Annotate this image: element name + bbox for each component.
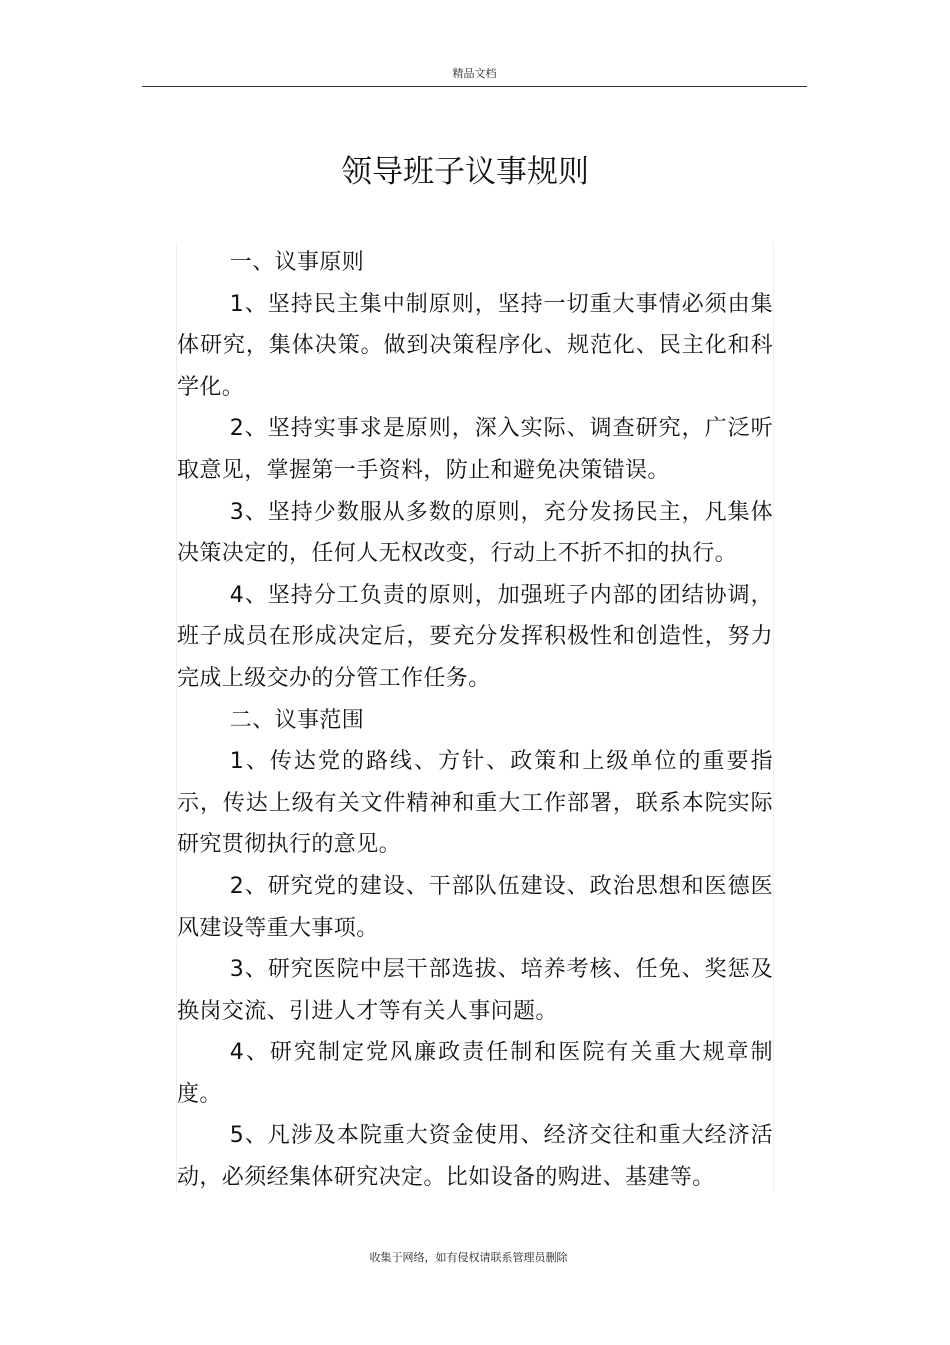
footer-text: 收集于网络，如有侵权请联系管理员删除 xyxy=(369,1251,568,1264)
paragraph: 2、坚持实事求是原则，深入实际、调查研究，广泛听取意见，掌握第一手资料，防止和避免决策错误。 xyxy=(177,416,773,483)
page-header xyxy=(142,62,807,87)
paragraph: 2、研究党的建设、干部队伍建设、政治思想和医德医风建设等重大事项。 xyxy=(177,873,773,941)
paragraph: 3、研究医院中层干部选拔、培养考核、任免、奖惩及换岗交流、引进人才等有关人事问题。 xyxy=(177,957,773,1024)
paragraph: 4、研究制定党风廉政责任制和医院有关重大规章制度。 xyxy=(177,1040,773,1107)
paragraph: 3、坚持少数服从多数的原则，充分发扬民主，凡集体决策决定的，任何人无权改变，行动上不折不扣的执行。 xyxy=(177,499,773,567)
paragraph: 1、坚持民主集中制原则，坚持一切重大事情必须由集体研究，集体决策。做到决策程序化、规范化、民主化和科学化。 xyxy=(177,291,773,400)
document-body xyxy=(176,242,774,1192)
paragraph: 4、坚持分工负责的原则，加强班子内部的团结协调，班子成员在形成决定后，要充分发挥积极性和创造性，努力完成上级交办的分管工作任务。 xyxy=(177,582,773,691)
paragraph: 5、凡涉及本院重大资金使用、经济交往和重大经济活动，必须经集体研究决定。比如设备的购进、基建等。 xyxy=(177,1123,773,1191)
paragraph: 1、传达党的路线、方针、政策和上级单位的重要指示，传达上级有关文件精神和重大工作部署，联系本院实际研究贯彻执行的意见。 xyxy=(177,749,773,858)
header-text: 精品文档 xyxy=(452,67,497,80)
page-footer xyxy=(0,1249,937,1267)
section-heading-scope: 二、议事范围 xyxy=(229,707,365,733)
document-title: 领导班子议事规则 xyxy=(341,154,589,190)
section-heading-principles: 一、议事原则 xyxy=(229,250,365,275)
